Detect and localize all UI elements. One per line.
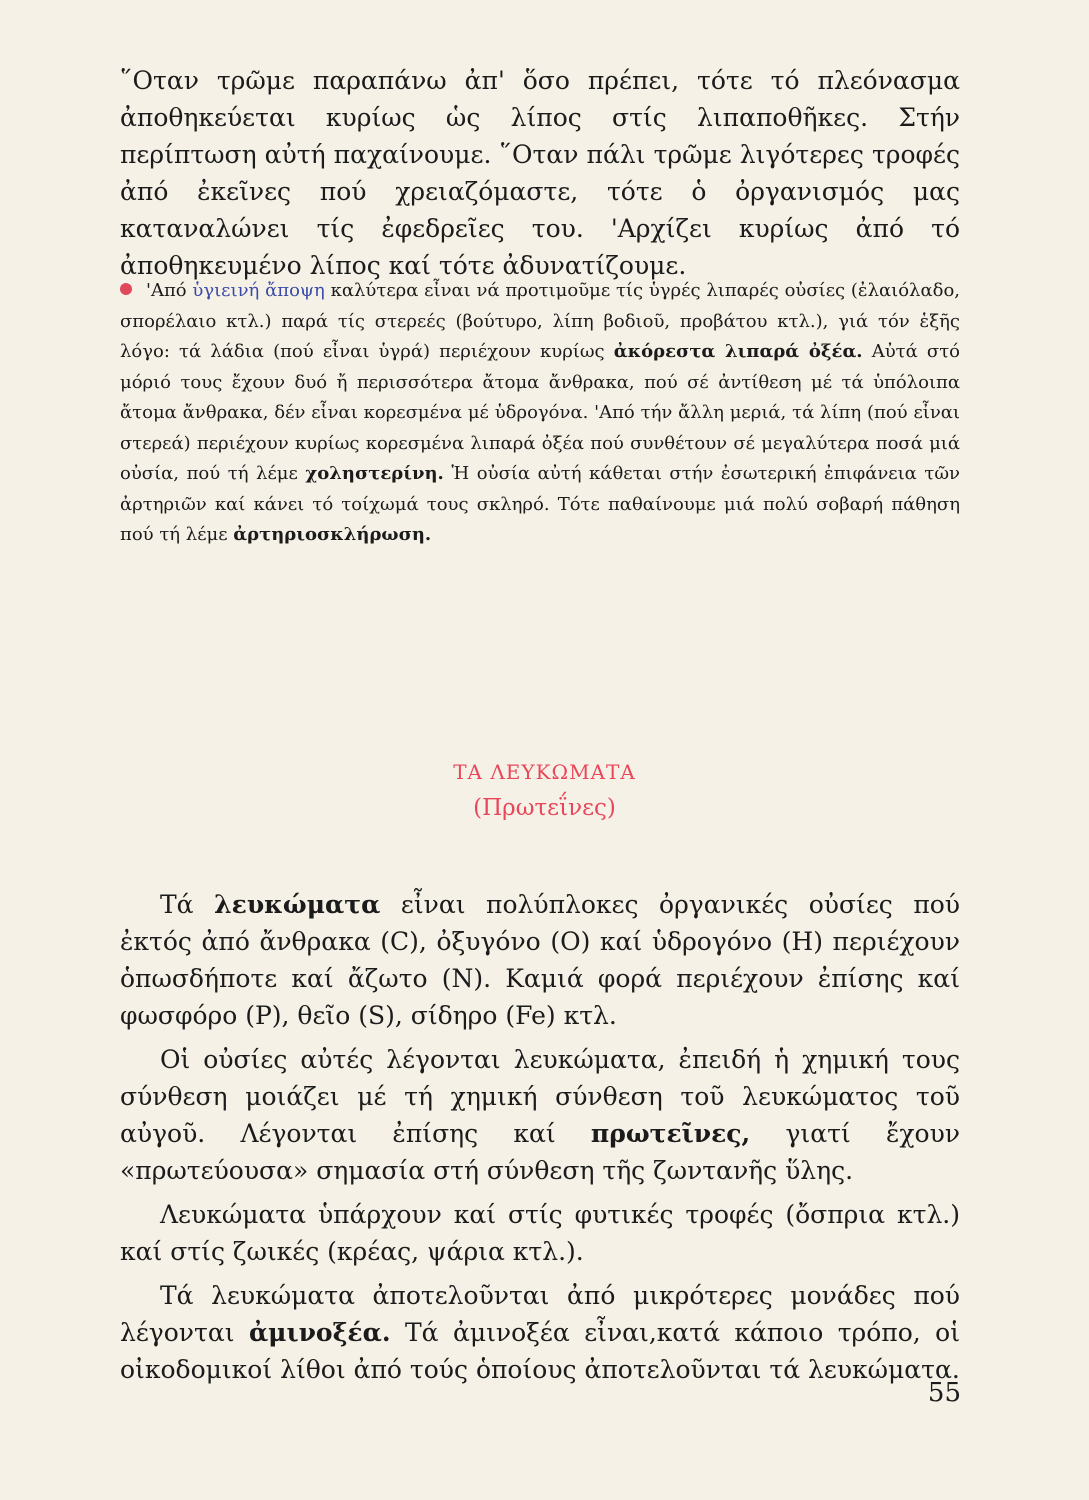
body-text: Οἱ οὐσίες αὐτές λέγονται λευκώματα, ἐπειδή ἡ χημική τους σύνθεση μοιάζει μέ τή χημική σύνθεση τοῦ λευκώματος τοῦ αὐγοῦ. Λέγονται ἐπίσης καί — [120, 1045, 960, 1148]
body-text: Τά — [160, 890, 215, 919]
note-text-2: καλύτερα εἶναι νά προτιμοῦμε τίς ὑγρές λιπαρές οὐσίες (ἐλαιόλαδο, σπορέλαιο κτλ.) παρά τίς στερεές (βούτυρο, λίπη βοδιοῦ, προβάτου κτλ.), γιά τόν ἑξῆς λόγο: τά λάδια (πού εἶναι ὑγρά) περιέχουν κυρίως — [120, 280, 961, 362]
section-title: ΤΑ ΛΕΥΚΩΜΑΤΑ — [453, 760, 636, 784]
note-text-1: 'Από — [146, 280, 193, 301]
note-term-cholesterol: χοληστερίνη. — [305, 463, 444, 484]
body-paragraph-4 — [120, 1277, 960, 1388]
section-subtitle: (Πρωτεΐνες) — [473, 795, 616, 821]
note-text-4: Ἡ οὐσία αὐτή κάθεται στήν ἐσωτερική ἐπιφάνεια τῶν ἀρτηριῶν καί κάνει τό τοίχωμά τους σκληρό. Τότε παθαίνουμε μιά πολύ σοβαρή πάθηση πού τή λέμε — [120, 463, 960, 545]
note-term-unsaturated: ἀκόρεστα λιπαρά ὀξέα. — [613, 341, 863, 362]
body-paragraph-2 — [120, 1041, 960, 1189]
page-number: 55 — [927, 1378, 961, 1408]
note-highlight: ὑγιεινή ἄποψη — [192, 280, 325, 301]
body-text: Τά ἀμινοξέα εἶναι,κατά κάποιο τρόπο, οἱ οἰκοδομικοί λίθοι ἀπό τούς ὁποίους ἀποτελοῦνται τά λευκώματα. — [120, 1318, 960, 1384]
note-text-3: Αὐτά στό μόριό τους ἔχουν δυό ἤ περισσότερα ἄτομα ἄνθρακα, πού σέ ἀντίθεση μέ τά ὑπόλοιπα ἄτομα ἄνθρακα, δέν εἶναι κορεσμένα μέ ὑδρογόνα. 'Από τήν ἄλλη μεριά, τά λίπη (πού εἶναι στερεά) περιέχουν κυρίως κορεσμένα λιπαρά ὀξέα πού συνθέτουν σέ μεγαλύτερα ποσά μιά οὐσία, πού τή λέμε — [120, 341, 961, 484]
bullet-dot-icon — [120, 283, 132, 295]
term-amino-acids: ἀμινοξέα. — [248, 1318, 391, 1347]
body-text: Τά λευκώματα ἀποτελοῦνται ἀπό μικρότερες μονάδες πού λέγονται — [120, 1281, 960, 1347]
intro-paragraph: ῞Οταν τρῶμε παραπάνω ἀπ' ὅσο πρέπει, τότε τό πλεόνασμα ἀποθηκεύεται κυρίως ὡς λίπος στίς λιπαποθῆκες. Στήν περίπτωση αὐτή παχαίνουμε. ῞Οταν πάλι τρῶμε λιγότερες τροφές ἀπό ἐκεῖνες πού χρειαζόμαστε, τότε ὁ ὀργανισμός μας καταναλώνει τίς ἐφεδρεῖες του. 'Αρχίζει κυρίως ἀπό τό ἀποθηκευμένο λίπος καί τότε ἀδυνατίζουμε. — [120, 66, 960, 280]
section-body — [120, 886, 960, 1395]
body-paragraph-1 — [120, 886, 960, 1034]
body-text: γιατί ἔχουν «πρωτεύουσα» σημασία στή σύνθεση τῆς ζωντανῆς ὕλης. — [120, 1119, 960, 1185]
term-proteins: λευκώματα — [214, 890, 381, 919]
note-term-arteriosclerosis: ἀρτηριοσκλήρωση. — [233, 524, 432, 545]
body-text: εἶναι πολύπλοκες ὀργανικές οὐσίες πού ἐκτός ἀπό ἄνθρακα (C), ὀξυγόνο (O) καί ὑδρογόνο (H) περιέχουν ὁπωσδήποτε καί ἄζωτο (N). Καμιά φορά περιέχουν ἐπίσης καί φωσφόρο (P), θεῖο (S), σίδηρο (Fe) κτλ. — [120, 890, 960, 1030]
health-note — [120, 276, 960, 551]
body-paragraph-3: Λευκώματα ὑπάρχουν καί στίς φυτικές τροφές (ὄσπρια κτλ.) καί στίς ζωικές (κρέας, ψάρια κτλ.). — [120, 1200, 960, 1266]
term-proteines: πρωτεῖνες, — [590, 1119, 751, 1148]
